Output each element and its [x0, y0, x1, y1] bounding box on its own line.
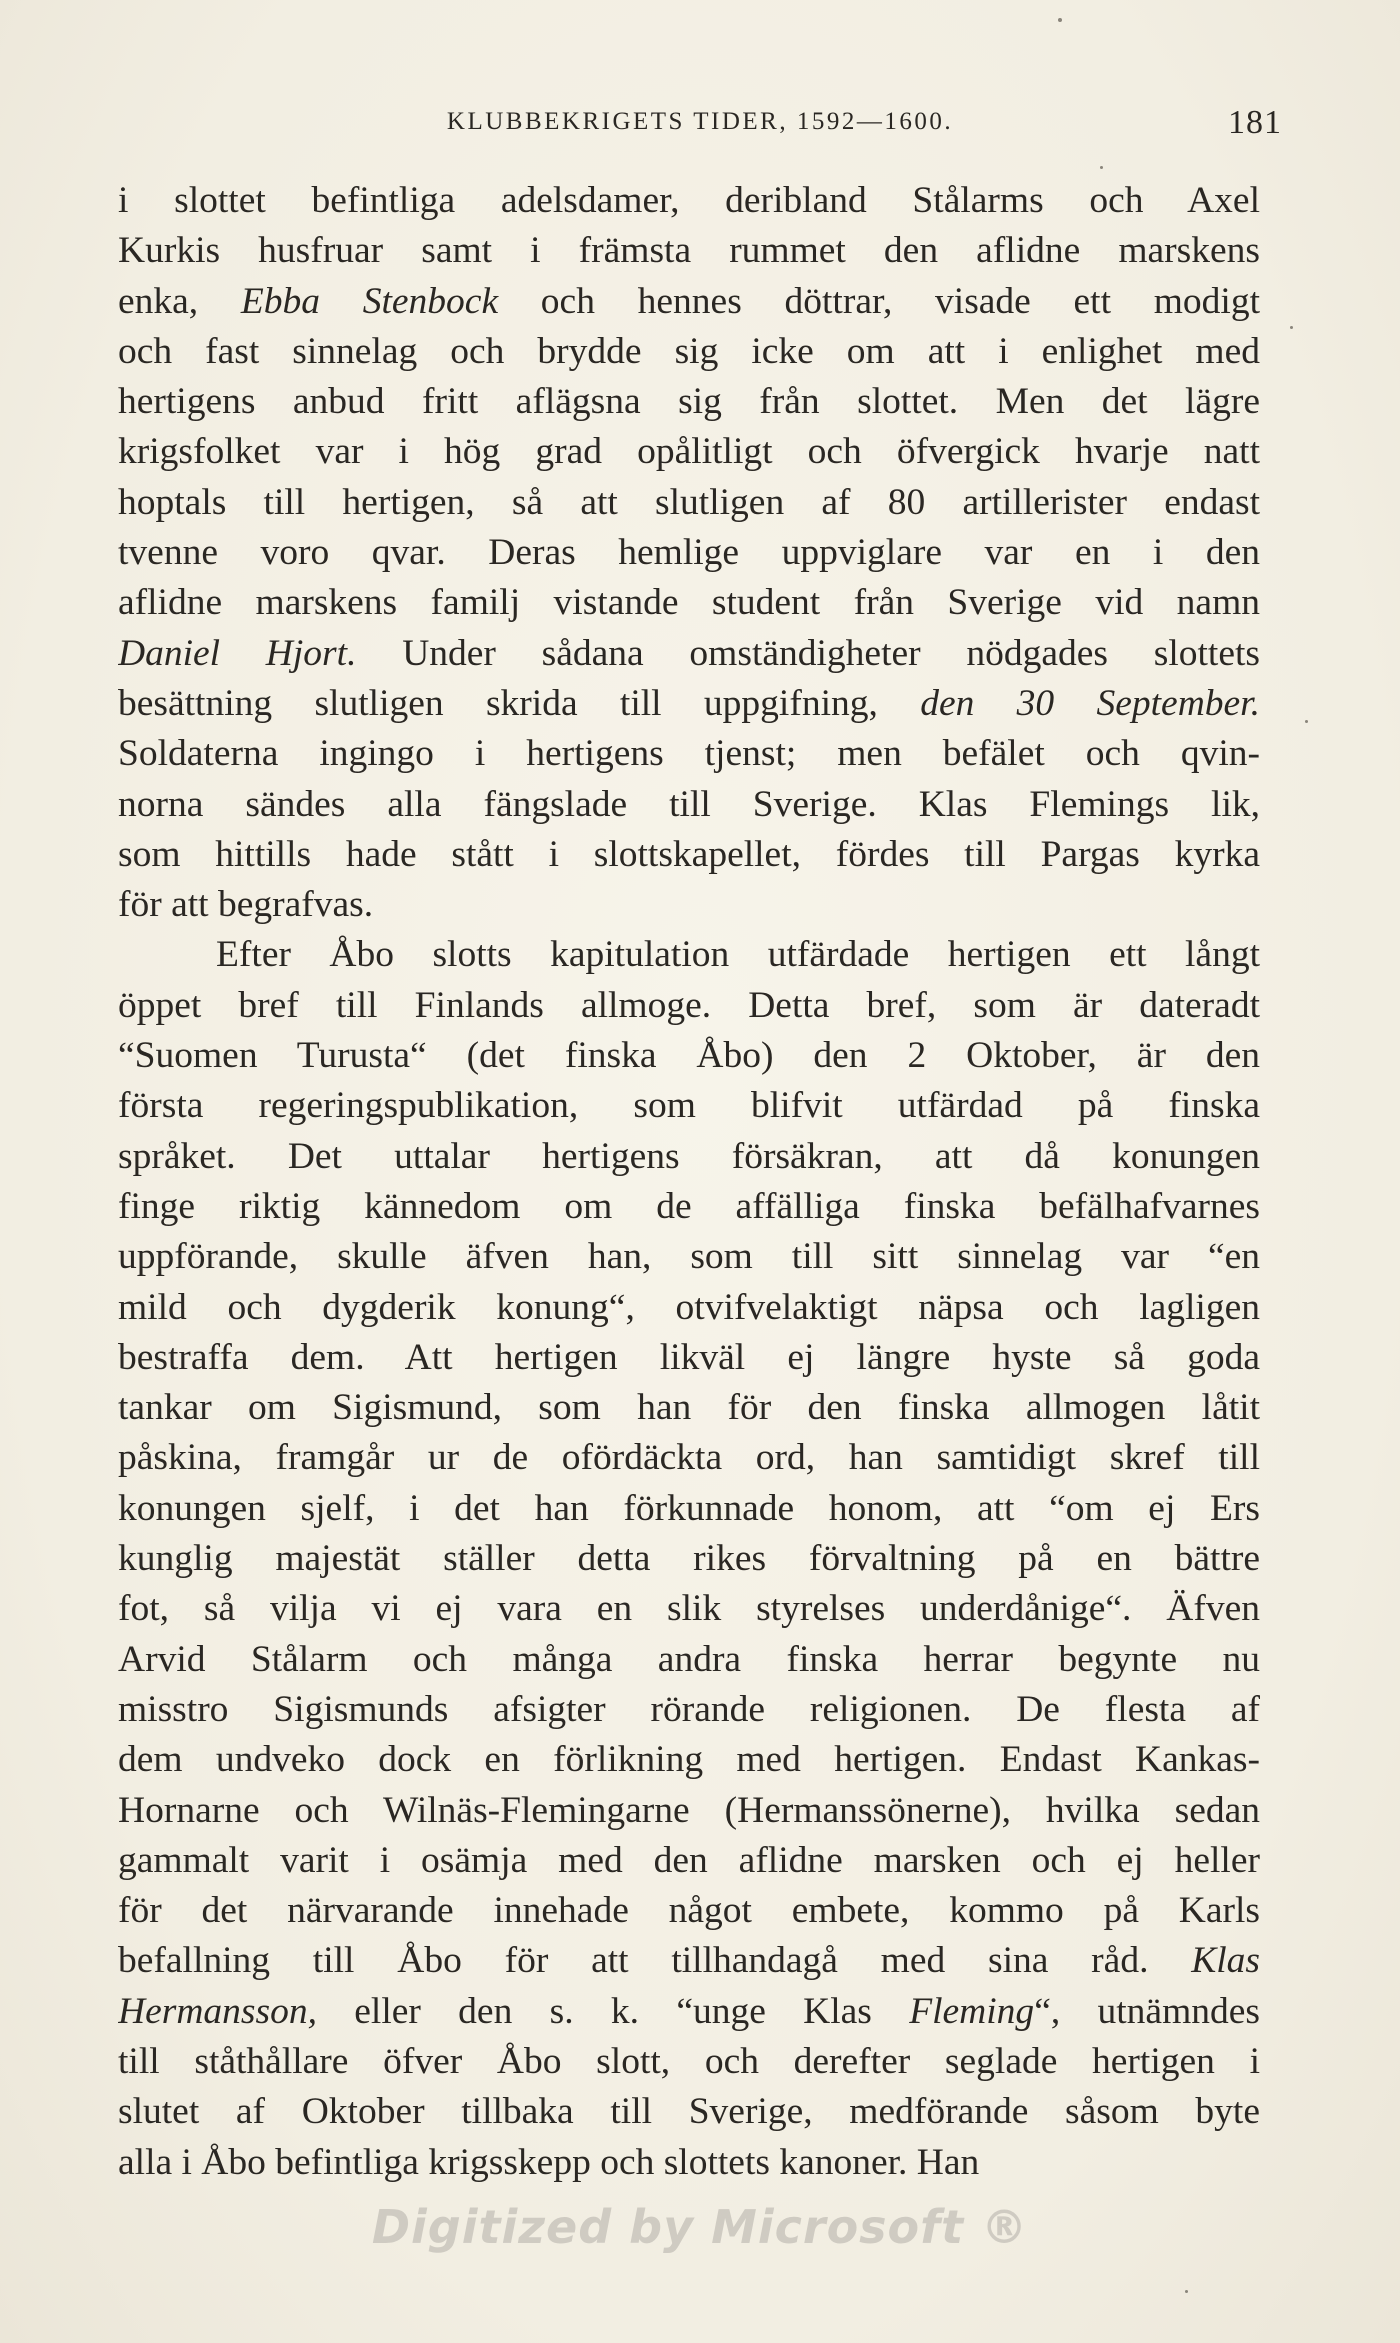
paper-speck [1290, 326, 1293, 329]
text-line [118, 629, 1260, 679]
page-number: 181 [1228, 104, 1282, 141]
text-run: hoptals till hertigen, så att slutligen af 80 artillerister endast [118, 481, 1260, 523]
text-line [118, 528, 1260, 578]
text-line [118, 1987, 1260, 2037]
text-line [118, 226, 1260, 276]
running-header [118, 104, 1282, 144]
text-line [118, 1182, 1260, 1232]
text-line [118, 1283, 1260, 1333]
text-run: Arvid Stålarm och många andra finska herrar begynte nu [118, 1638, 1260, 1680]
text-line [118, 1786, 1260, 1836]
paper-speck [1058, 18, 1062, 22]
text-run: mild och dygderik konung“, otvifvelaktigt näpsa och lagligen [118, 1286, 1260, 1328]
text-run: aflidne marskens familj vistande student från Sverige vid namn [118, 582, 1260, 624]
italic-text-run: den 30 September. [920, 682, 1260, 724]
text-run: “, utnämndes [1034, 1990, 1260, 2032]
text-line [118, 427, 1260, 477]
text-run: som hittills hade stått i slottskapellet, fördes till Pargas kyrka [118, 833, 1260, 875]
text-line [118, 1232, 1260, 1282]
paper-speck [1185, 2290, 1188, 2293]
text-run: fot, så vilja vi ej vara en slik styrelses underdånige“. Äfven [118, 1588, 1260, 1630]
text-line [118, 327, 1260, 377]
text-line [118, 2138, 1260, 2188]
text-line [118, 1484, 1260, 1534]
text-line [118, 578, 1260, 628]
text-line [118, 1433, 1260, 1483]
text-run: konungen sjelf, i det han förkunnade honom, att “om ej Ers [118, 1487, 1260, 1529]
italic-text-run: Ebba Stenbock [240, 280, 499, 322]
text-line [118, 981, 1260, 1031]
text-run: öppet bref till Finlands allmoge. Detta bref, som är dateradt [118, 984, 1260, 1026]
italic-text-run: Daniel Hjort. [118, 632, 357, 674]
italic-text-run: Klas [1191, 1940, 1260, 1982]
text-run: Soldaterna ingingo i hertigens tjenst; men befälet och qvin- [118, 733, 1260, 775]
text-run: påskina, framgår ur de ofördäckta ord, han samtidigt skref till [118, 1437, 1260, 1479]
text-run: Hornarne och Wilnäs-Flemingarne (Hermanssönerne), hvilka sedan [118, 1789, 1260, 1831]
text-run: finge riktig kännedom om de affälliga finska befälhafvarnes [118, 1185, 1260, 1227]
text-run: besättning slutligen skrida till uppgifning, [118, 682, 921, 724]
text-line [118, 478, 1260, 528]
text-run: hertigens anbud fritt aflägsna sig från slottet. Men det lägre [118, 381, 1260, 423]
text-run: slutet af Oktober tillbaka till Sverige, medförande såsom byte [118, 2091, 1260, 2133]
body-text [118, 176, 1260, 2188]
text-line [118, 1031, 1260, 1081]
text-run: kunglig majestät ställer detta rikes förvaltning på en bättre [118, 1538, 1260, 1580]
text-line [118, 1584, 1260, 1634]
text-run: krigsfolket var i hög grad opålitligt och öfvergick hvarje natt [118, 431, 1260, 473]
text-line [118, 930, 1260, 980]
paper-speck [1100, 166, 1103, 169]
text-line [118, 277, 1260, 327]
paper-speck [1305, 720, 1308, 723]
text-run: enka, [118, 280, 241, 322]
text-line [118, 1936, 1260, 1986]
text-line [118, 780, 1260, 830]
text-run: och fast sinnelag och brydde sig icke om att i enlighet med [118, 330, 1260, 372]
text-line [118, 2037, 1260, 2087]
text-run: och hennes döttrar, visade ett modigt [498, 280, 1260, 322]
digitization-watermark: Digitized by Microsoft ® [371, 2200, 1029, 2254]
text-line [118, 729, 1260, 779]
text-run: “Suomen Turusta“ (det finska Åbo) den 2 Oktober, är den [118, 1035, 1260, 1077]
text-line [118, 377, 1260, 427]
text-run: första regeringspublikation, som blifvit utfärdad på finska [118, 1085, 1260, 1127]
text-run: för att begrafvas. [118, 884, 374, 926]
text-run: Under sådana omständigheter nödgades slottets [356, 632, 1260, 674]
text-run: uppförande, skulle äfven han, som till sitt sinnelag var “en [118, 1236, 1260, 1278]
italic-text-run: Fleming [909, 1990, 1035, 2032]
text-run: för det närvarande innehade något embete, kommo på Karls [118, 1890, 1260, 1932]
text-run: bestraffa dem. Att hertigen likväl ej längre hyste så goda [118, 1336, 1260, 1378]
text-line [118, 176, 1260, 226]
text-line [118, 880, 1260, 930]
text-run: gammalt varit i osämja med den aflidne marsken och ej heller [118, 1839, 1260, 1881]
text-run: norna sändes alla fängslade till Sverige. Klas Flemings lik, [118, 783, 1260, 825]
text-run: Kurkis husfruar samt i främsta rummet den aflidne marskens [118, 230, 1260, 272]
text-run: i slottet befintliga adelsdamer, deribland Stålarms och Axel [118, 180, 1260, 221]
italic-text-run: Hermansson, [118, 1990, 317, 2032]
text-line [118, 1886, 1260, 1936]
text-run: alla i Åbo befintliga krigsskepp och slottets kanoner. Han [118, 2141, 980, 2183]
text-run: Efter Åbo slotts kapitulation utfärdade hertigen ett långt [216, 934, 1260, 976]
text-line [118, 2087, 1260, 2137]
text-run: misstro Sigismunds afsigter rörande religionen. De flesta af [118, 1688, 1260, 1730]
text-run: befallning till Åbo för att tillhandagå med sina råd. [118, 1940, 1192, 1982]
text-run: tvenne voro qvar. Deras hemlige uppviglare var en i den [118, 532, 1260, 574]
text-line [118, 1836, 1260, 1886]
text-line [118, 1635, 1260, 1685]
text-line [118, 1081, 1260, 1131]
text-run: tankar om Sigismund, som han för den finska allmogen låtit [118, 1387, 1260, 1429]
text-line [118, 679, 1260, 729]
text-line [118, 1534, 1260, 1584]
text-line [118, 1685, 1260, 1735]
text-line [118, 1132, 1260, 1182]
text-line [118, 1735, 1260, 1785]
text-line [118, 1383, 1260, 1433]
text-line [118, 830, 1260, 880]
text-line [118, 1333, 1260, 1383]
running-title: KLUBBEKRIGETS TIDER, 1592—1600. [446, 108, 954, 135]
text-run: eller den s. k. “unge Klas [316, 1990, 910, 2032]
text-run: språket. Det uttalar hertigens försäkran, att då konungen [118, 1135, 1260, 1177]
text-run: dem undveko dock en förlikning med hertigen. Endast Kankas- [118, 1739, 1260, 1781]
text-run: till ståthållare öfver Åbo slott, och derefter seglade hertigen i [118, 2040, 1260, 2082]
